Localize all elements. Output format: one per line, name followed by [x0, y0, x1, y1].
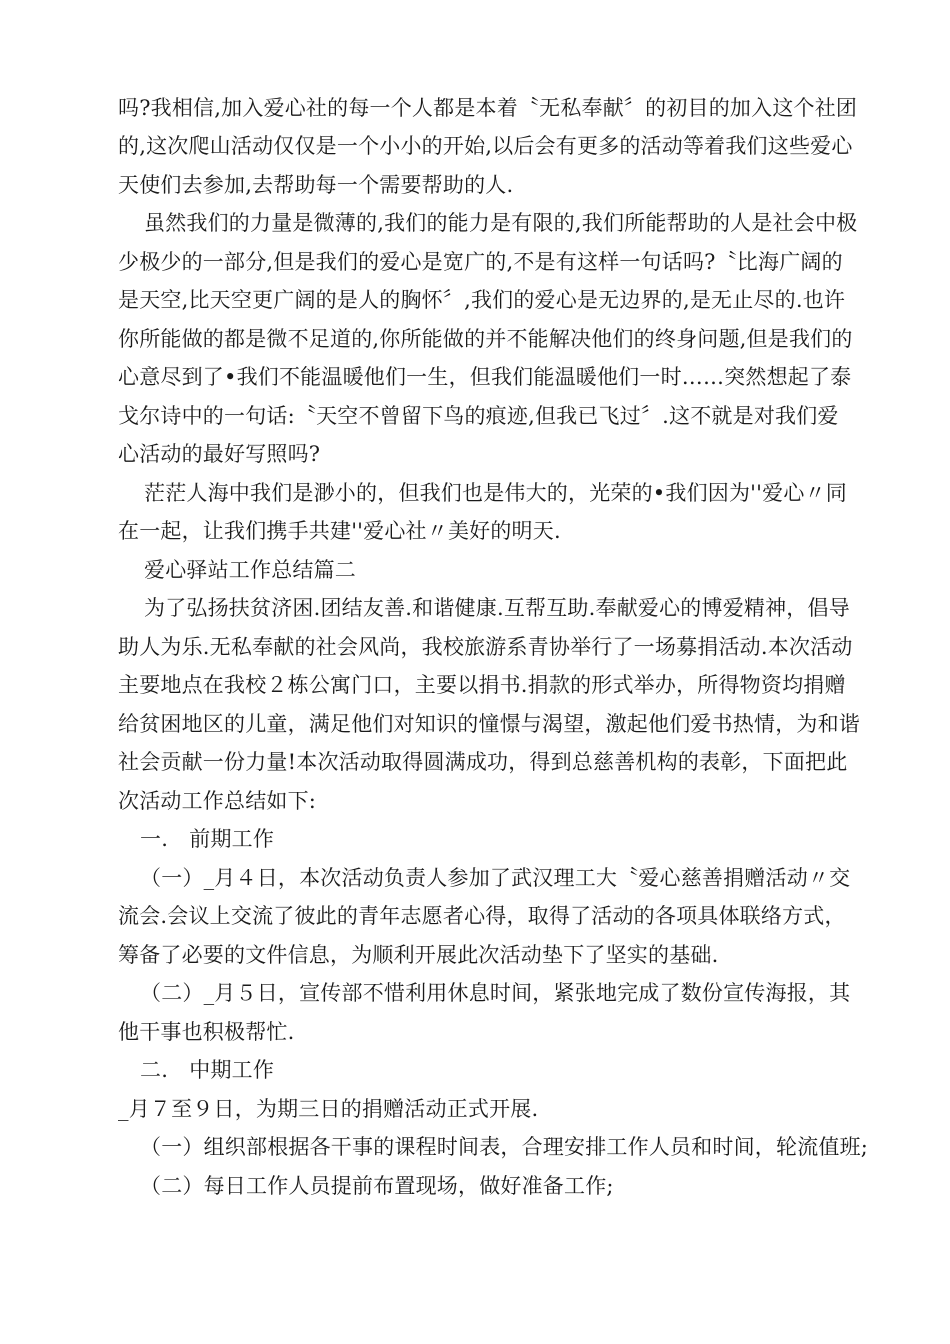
paragraph-line: 社会贡献一份力量!本次活动取得圆满成功，得到总慈善机构的表彰，下面把此: [118, 750, 848, 774]
list-item: （二）每日工作人员提前布置现场，做好准备工作;: [140, 1174, 614, 1198]
paragraph-line: 茫茫人海中我们是渺小的，但我们也是伟大的，光荣的•我们因为''爱心〃同: [144, 481, 847, 505]
paragraph-line: _月７至９日，为期三日的捐赠活动正式开展.: [118, 1097, 539, 1121]
paragraph-line: 你所能做的都是微不足道的,你所能做的并不能解决他们的终身问题,但是我们的: [118, 327, 853, 351]
paragraph-line: 次活动工作总结如下:: [118, 789, 317, 813]
paragraph-line: 在一起，让我们携手共建''爱心社〃美好的明天.: [118, 519, 561, 543]
paragraph-line: 的,这次爬山活动仅仅是一个小小的开始,以后会有更多的活动等着我们这些爱心: [118, 134, 853, 158]
paragraph-line: 助人为乐.无私奉献的社会风尚，我校旅游系青协举行了一场募捐活动.本次活动: [118, 635, 853, 659]
paragraph-line: 心意尽到了•我们不能温暖他们一生，但我们能温暖他们一时……突然想起了泰: [118, 365, 852, 389]
paragraph-line: 少极少的一部分,但是我们的爱心是宽广的,不是有这样一句话吗?〝比海广阔的: [118, 250, 843, 274]
paragraph-line: 流会.会议上交流了彼此的青年志愿者心得，取得了活动的各项具体联络方式，: [118, 904, 846, 928]
paragraph-line: 戈尔诗中的一句话:〝天空不曾留下鸟的痕迹,但我已飞过〞.这不就是对我们爱: [118, 404, 839, 428]
list-item: （一）组织部根据各干事的课程时间表，合理安排工作人员和时间，轮流值班;: [140, 1135, 869, 1159]
paragraph-line: （一）_月４日，本次活动负责人参加了武汉理工大〝爱心慈善捐赠活动〃交: [140, 866, 851, 890]
paragraph-line: 筹备了必要的文件信息，为顺利开展此次活动垫下了坚实的基础.: [118, 943, 719, 967]
paragraph-line: 天使们去参加,去帮助每一个需要帮助的人.: [118, 173, 514, 197]
paragraph-line: 给贫困地区的儿童，满足他们对知识的憧憬与渴望，激起他们爱书热情，为和谐: [118, 712, 860, 736]
section-heading: 一. 前期工作: [140, 827, 275, 851]
paragraph-line: 虽然我们的力量是微薄的,我们的能力是有限的,我们所能帮助的人是社会中极: [144, 211, 858, 235]
paragraph-line: 为了弘扬扶贫济困.团结友善.和谐健康.互帮互助.奉献爱心的博爱精神，倡导: [144, 596, 850, 620]
paragraph-line: 他干事也积极帮忙.: [118, 1020, 295, 1044]
paragraph-line: （二）_月５日，宣传部不惜利用休息时间，紧张地完成了数份宣传海报，其: [140, 981, 851, 1005]
paragraph-line: 心活动的最好写照吗?: [118, 442, 321, 466]
paragraph-line: 吗?我相信,加入爱心社的每一个人都是本着〝无私奉献〞的初目的加入这个社团: [118, 96, 858, 120]
paragraph-line: 是天空,比天空更广阔的是人的胸怀〞,我们的爱心是无边界的,是无止尽的.也许: [118, 288, 846, 312]
section-heading: 二. 中期工作: [140, 1058, 275, 1082]
paragraph-line: 主要地点在我校２栋公寓门口，主要以捐书.捐款的形式举办，所得物资均捐赠: [118, 673, 846, 697]
section-heading: 爱心驿站工作总结篇二: [144, 558, 356, 582]
